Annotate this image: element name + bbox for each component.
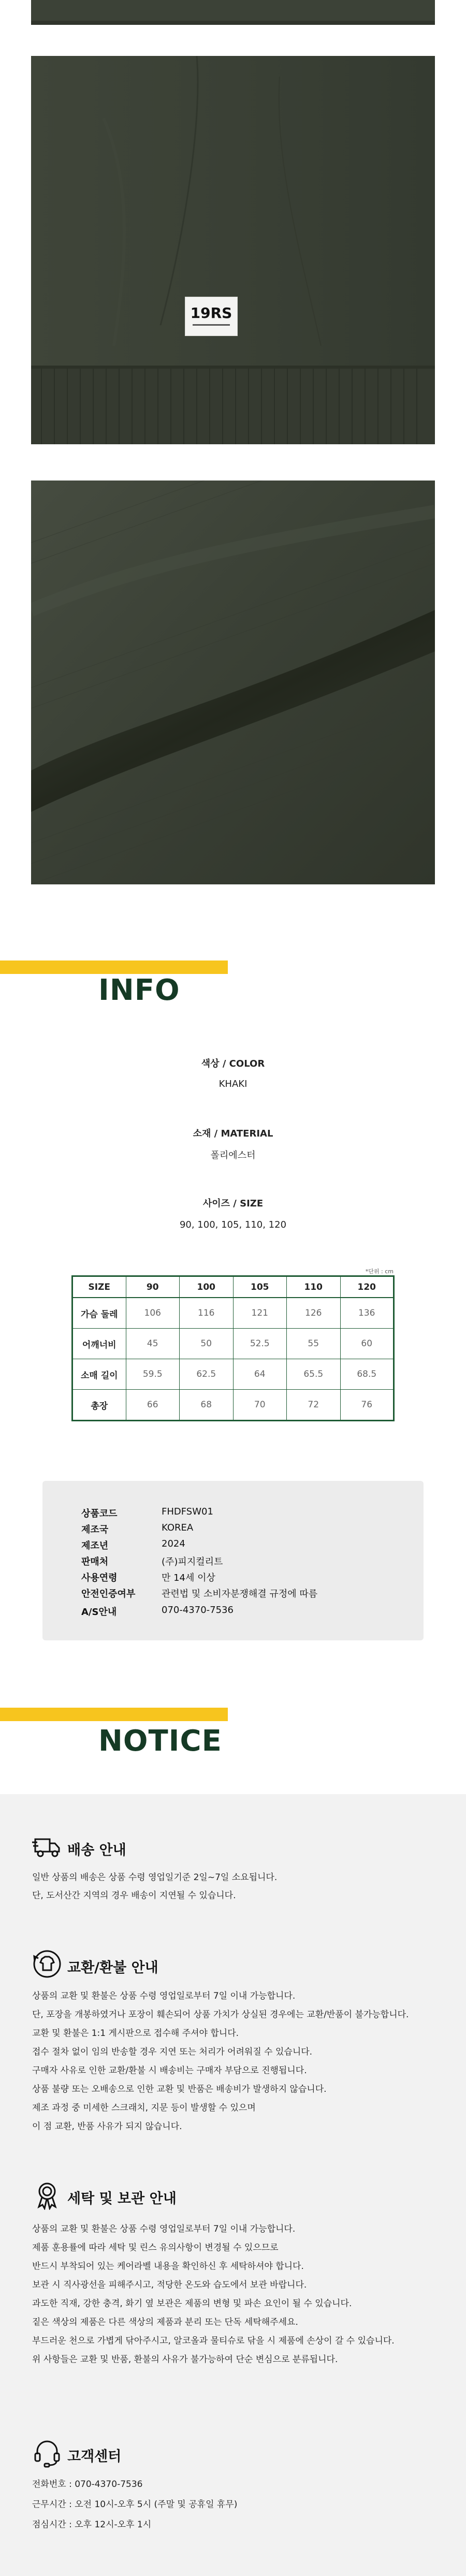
size-row-label: 어깨너비	[72, 1329, 126, 1359]
product-info-value: FHDFSW01	[162, 1506, 213, 1517]
sleeve-photo	[31, 56, 435, 444]
hem-photo	[31, 0, 435, 25]
size-cell: 45	[126, 1329, 180, 1359]
care-ribbon-icon	[32, 2180, 62, 2210]
info-heading: INFO	[98, 973, 180, 1007]
fabric-photo	[31, 481, 435, 884]
exchange-line: 구매자 사유로 인한 교환/환불 시 배송비는 구매자 부담으로 진행됩니다.	[32, 2065, 307, 2076]
product-info-key: A/S안내	[81, 1607, 117, 1618]
size-cell: 52.5	[233, 1329, 287, 1359]
cs-line: 근무시간 : 오전 10시-오후 5시 (주말 및 공휴일 휴무)	[32, 2499, 238, 2510]
size-table-row	[72, 1329, 394, 1359]
product-info-value: 관련법 및 소비자분쟁해결 규정에 따름	[162, 1589, 318, 1599]
size-table-row	[72, 1298, 394, 1329]
size-value: 90, 100, 105, 110, 120	[179, 1219, 287, 1230]
size-table	[71, 1275, 395, 1421]
cs-line: 전화번호 : 070-4370-7536	[32, 2479, 143, 2490]
cs-line: 점심시간 : 오후 12시-오후 1시	[32, 2520, 152, 2530]
care-line: 제품 훈용률에 따라 세탁 및 린스 유의사항이 변경될 수 있으므로	[32, 2243, 279, 2253]
size-row-label: 소매 길이	[72, 1359, 126, 1390]
care-line: 짙은 색상의 제품은 다른 색상의 제품과 분리 또는 단독 세탁해주세요.	[32, 2317, 298, 2327]
material-label: 소재 / MATERIAL	[193, 1128, 273, 1139]
size-cell: 121	[233, 1298, 287, 1329]
care-line: 위 사항들은 교환 및 반품, 환불의 사유가 불가능하여 단순 변심으로 분류됩니다.	[32, 2354, 338, 2365]
size-cell: 64	[233, 1359, 287, 1390]
exchange-line: 상품의 교환 및 환불은 상품 수령 영업일로부터 7일 이내 가능합니다.	[32, 1991, 296, 2001]
product-info-key: 상품코드	[81, 1508, 118, 1519]
sleeve-label-logo: 19RS	[190, 304, 232, 322]
size-cell: 66	[126, 1390, 180, 1421]
size-cell: 59.5	[126, 1359, 180, 1390]
color-value: KHAKI	[219, 1079, 247, 1089]
size-cell: 70	[233, 1390, 287, 1421]
delivery-line: 단, 도서산간 지역의 경우 배송이 지연될 수 있습니다.	[32, 1890, 236, 1901]
product-info-value: 만 14세 이상	[162, 1573, 215, 1583]
care-line: 보관 시 직사광선을 피해주시고, 적당한 온도와 습도에서 보관 바랍니다.	[32, 2280, 307, 2290]
exchange-line: 교환 및 환불은 1:1 게시판으로 접수해 주셔야 합니다.	[32, 2028, 239, 2039]
size-cell: 136	[340, 1298, 394, 1329]
size-cell: 116	[180, 1298, 234, 1329]
care-line: 부드러운 천으로 가볍게 닦아주시고, 알코올과 물티슈로 닦을 시 제품에 손상이 갈 수 있습니다.	[32, 2336, 395, 2346]
sleeve-label-subline	[193, 324, 230, 326]
size-cell: 72	[287, 1390, 341, 1421]
exchange-line: 접수 절차 없이 임의 반송할 경우 지연 또는 처리가 어려워질 수 있습니다.	[32, 2047, 313, 2057]
info-accent-bar	[0, 960, 228, 974]
exchange-line: 단, 포장을 개봉하였거나 포장이 훼손되어 상품 가치가 상실된 경우에는 교환/반품이 불가능합니다.	[32, 2010, 409, 2020]
delivery-line: 일반 상품의 배송은 상품 수령 영업일기준 2일~7일 소요됩니다.	[32, 1872, 278, 1883]
notice-accent-bar	[0, 1708, 228, 1721]
size-row-label: 가슴 둘레	[72, 1298, 126, 1329]
exchange-line: 이 점 교환, 반품 사유가 되지 않습니다.	[32, 2121, 182, 2132]
product-info-key: 사용연령	[81, 1573, 118, 1583]
size-cell: 62.5	[180, 1359, 234, 1390]
exchange-line: 제조 과정 중 미세한 스크래치, 지문 등이 발생할 수 있으며	[32, 2103, 256, 2113]
product-info-value: 070-4370-7536	[162, 1605, 234, 1616]
exchange-title: 교환/환불 안내	[67, 1960, 158, 1976]
size-table-header: 100	[180, 1276, 234, 1298]
size-table-header: 105	[233, 1276, 287, 1298]
size-label: 사이즈 / SIZE	[202, 1198, 264, 1209]
product-info-key: 제조국	[81, 1524, 109, 1535]
product-info-key: 안전인증여부	[81, 1589, 136, 1599]
size-cell: 68.5	[340, 1359, 394, 1390]
size-cell: 106	[126, 1298, 180, 1329]
product-info-key: 판매처	[81, 1556, 109, 1567]
size-cell: 68	[180, 1390, 234, 1421]
size-cell: 55	[287, 1329, 341, 1359]
product-info-key: 제조년	[81, 1540, 109, 1551]
care-line: 상품의 교환 및 환불은 상품 수령 영업일로부터 7일 이내 가능합니다.	[32, 2224, 296, 2234]
exchange-line: 상품 불량 또는 오배송으로 인한 교환 및 반품은 배송비가 발생하지 않습니다.	[32, 2084, 327, 2094]
size-row-label: 총장	[72, 1390, 126, 1421]
size-cell: 126	[287, 1298, 341, 1329]
cs-title: 고객센터	[67, 2449, 122, 2465]
size-table-header-row	[72, 1276, 394, 1298]
size-cell: 76	[340, 1390, 394, 1421]
material-value: 폴리에스터	[210, 1150, 256, 1161]
size-cell: 65.5	[287, 1359, 341, 1390]
delivery-title: 배송 안내	[67, 1842, 126, 1858]
sleeve-label	[185, 297, 238, 336]
size-table-header: SIZE	[72, 1276, 126, 1298]
size-table-header: 120	[340, 1276, 394, 1298]
exchange-shirt-icon	[32, 1949, 62, 1979]
care-title: 세탁 및 보관 안내	[67, 2191, 177, 2207]
product-info-box	[42, 1481, 424, 1640]
product-info-value: KOREA	[162, 1522, 194, 1533]
delivery-truck-icon	[32, 1832, 62, 1862]
color-label: 색상 / COLOR	[201, 1058, 265, 1069]
size-table-header: 90	[126, 1276, 180, 1298]
size-table-row	[72, 1359, 394, 1390]
size-table-header: 110	[287, 1276, 341, 1298]
care-line: 반드시 부착되어 있는 케어라벨 내용을 확인하신 후 세탁하셔야 합니다.	[32, 2261, 304, 2272]
size-cell: 60	[340, 1329, 394, 1359]
care-line: 과도한 직재, 강한 충격, 화기 옆 보관은 제품의 변형 및 파손 요인이 될 수 있습니다.	[32, 2298, 352, 2309]
unit-note: *단위 : cm	[365, 1268, 394, 1275]
product-info-value: (주)피지컬리트	[162, 1556, 223, 1567]
notice-heading: NOTICE	[98, 1724, 222, 1758]
headset-icon	[32, 2438, 62, 2468]
size-cell: 50	[180, 1329, 234, 1359]
size-table-row	[72, 1390, 394, 1421]
product-info-value: 2024	[162, 1538, 185, 1549]
